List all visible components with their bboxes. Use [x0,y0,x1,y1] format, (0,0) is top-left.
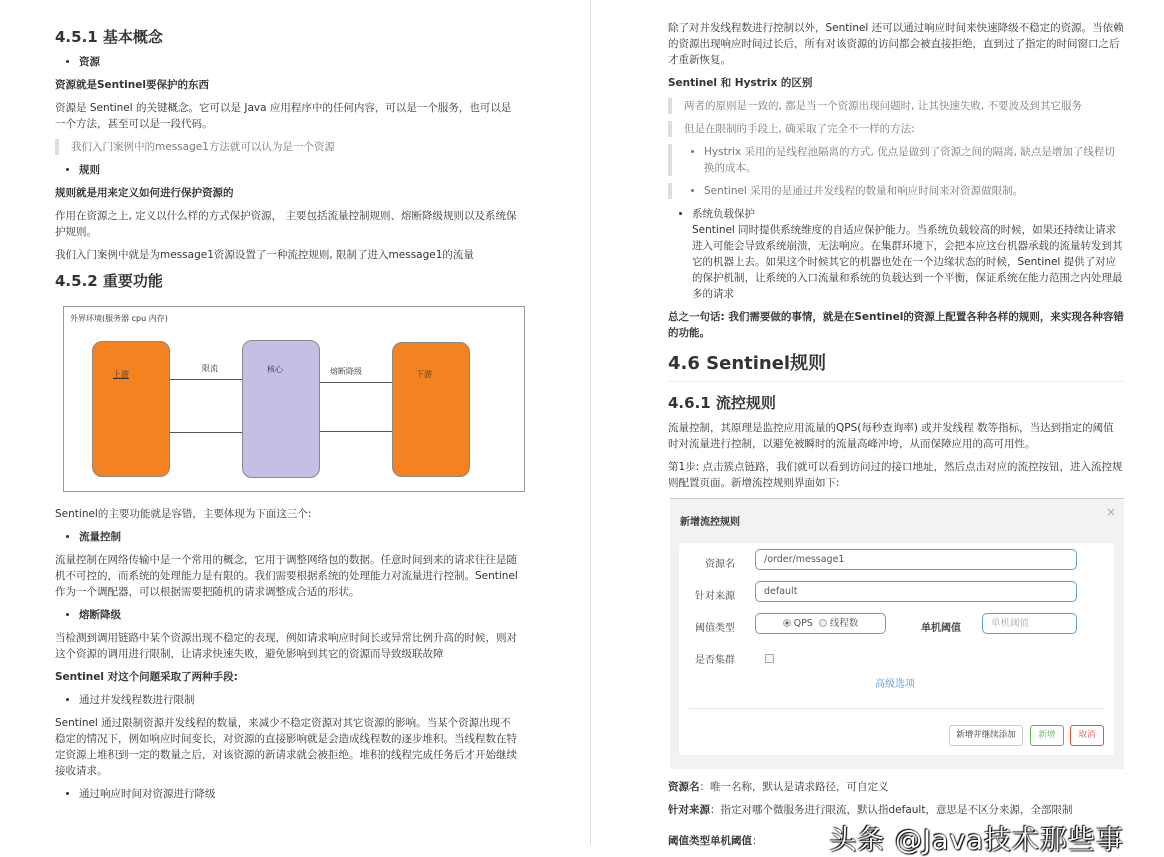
heading-4-6: 4.6 Sentinel规则 [668,351,1124,382]
def-threshold-row [668,825,1124,857]
degrade-label: 熔断降级 [330,367,362,376]
func-intro: Sentinel的主要功能就是容错，主要体现为下面这三个: [55,508,312,520]
flow-control-para: 流量控制，其原理是监控应用流量的QPS(每秒查询率) 或并发线程 数等指标，当达到指定的阈值时对流量进行控制，以避免被瞬时的流量高峰冲垮，从而保障应用的高可用性。 [668,422,1114,450]
bullet-circuit: • 熔断降级 [79,607,520,623]
quote-bullet-hystrix [668,144,1124,176]
quote-bullet-sentinel [668,183,1124,199]
hystrix-item: • Hystrix 采用的是线程池隔离的方式, 优点是做到了资源之间的隔离, 缺点是增加了线程切换的成本。 [704,144,1124,176]
def-origin [668,802,1124,818]
sys-para: Sentinel 同时提供系统维度的自适应保护能力。当系统负载较高的时候，如果还持续让请求进入可能会导致系统崩溃，无法响应。在集群环境下，会把本应这台机器承载的流量转发到其它的机器上去。如果这个时候其它的机器也处在一个边缘状态的时候，Sentinel 提供了对应的保护机制，让系统的入口流量和系统的负载达到一个平衡，保证系统在能力范围之内处理最多的请求 [692,224,1123,300]
page-divider [590,0,591,845]
close-icon[interactable]: × [1105,505,1116,519]
threshold-type-radio-group [755,613,886,634]
upstream-label: 上游 [113,370,129,379]
def-threshold-value: ： [752,835,763,847]
resource-bold: 资源就是Sentinel要保护的东西 [55,79,209,91]
def-threshold [668,833,763,849]
cancel-button[interactable]: 取消 [1070,725,1104,746]
resource-label: 资源名 [705,559,735,570]
left-page [0,0,590,845]
cluster-checkbox[interactable] [765,654,774,663]
two-means: Sentinel 对这个问题采取了两种手段: [55,671,238,683]
new-flow-rule-dialog [670,498,1124,769]
resource-para: 资源是 Sentinel 的关键概念。它可以是 Java 应用程序中的任何内容，可以是一个服务，也可以是一个方法，甚至可以是一段代码。 [55,102,512,130]
rule-para: 作用在资源之上, 定义以什么样的方式保护资源， 主要包括流量控制规则、熔断降级规则以及系统保护规则。 [55,210,517,238]
core-label: 核心 [267,365,283,374]
dialog-title: 新增流控规则 [680,517,740,528]
origin-label: 针对来源 [695,591,735,602]
add-button[interactable]: 新增 [1030,725,1064,746]
resource-input[interactable]: /order/message1 [755,549,1077,570]
sentinel-item: • Sentinel 采用的是通过并发线程的数量和响应时间来对资源做限制。 [704,183,1124,199]
single-threshold-input[interactable]: 单机阈值 [982,613,1077,634]
rule-bold: 规则就是用来定义如何进行保护资源的 [55,187,234,199]
heading-4-6-1: 4.6.1 流控规则 [668,394,776,412]
single-threshold-label: 单机阈值 [921,623,961,634]
upstream-box [92,341,170,477]
resource-quote: 我们入门案例中的message1方法就可以认为是一个资源 [55,139,520,155]
bullet-rt: • 通过响应时间对资源进行降级 [79,786,520,802]
downstream-box [392,342,470,477]
rt-para: 除了对并发线程数进行控制以外，Sentinel 还可以通过响应时间来快速降级不稳定的资源。当依赖的资源出现响应时间过长后，所有对该资源的访问都会被直接拒绝，直到过了指定的时间窗口之后才重新恢复。 [668,22,1124,66]
threshold-type-label: 阈值类型 [695,623,735,634]
rule-para2: 我们入门案例中就是为message1资源设置了一种流控规则, 限制了进入message1的流量 [55,249,474,261]
step1-para: 第1步: 点击簇点链路，我们就可以看到访问过的接口地址，然后点击对应的流控按钮，进入流控规则配置页面。新增流控规则界面如下: [668,461,1123,489]
add-continue-button[interactable]: 新增并继续添加 [949,725,1023,746]
qps-label: QPS [793,618,813,629]
bullet-thread: • 通过并发线程数进行限制 [79,692,520,708]
quote-2: 但是在限制的手段上, 确采取了完全不一样的方法: [668,121,1124,137]
advanced-options-link[interactable]: 高级选项 [875,679,915,690]
arrow-core-downstream [320,382,392,383]
right-page [592,0,1164,856]
circuit-para: 当检测到调用链路中某个资源出现不稳定的表现，例如请求响应时间长或异常比例升高的时候，则对这个资源的调用进行限制，让请求快速失败，避免影响到其它的资源而导致级联故障 [55,632,517,660]
heading-4-5-2: 4.5.2 重要功能 [55,272,163,290]
arrow-upstream-core [170,379,242,380]
bullet-flow: • 流量控制 [79,529,520,545]
cluster-label: 是否集群 [695,655,735,666]
thread-para: Sentinel 通过限制资源并发线程的数量，来减少不稳定资源对其它资源的影响。当某个资源出现不稳定的情况下，例如响应时间变长，对资源的直接影响就是会造成线程数的逐步堆积。当线程数在特定资源上堆积到一定的数量之后，对该资源的新请求就会被拒绝。堆积的线程完成任务后才开始继续接收请求。 [55,717,517,777]
def-origin-key: 针对来源 [668,804,710,816]
arrow-downstream-core [320,431,392,432]
dialog-divider [689,708,1104,709]
flow-para: 流量控制在网络传输中是一个常用的概念，它用于调整网络包的数据。任意时间到来的请求往往是随机不可控的，而系统的处理能力是有限的。我们需要根据系统的处理能力对流量进行控制。Sentinel 作为一个调配器，可以根据需要把随机的请求调整成合适的形状。 [55,554,518,598]
heading-4-5-1: 4.5.1 基本概念 [55,28,163,46]
downstream-label: 下游 [416,370,432,379]
origin-input[interactable]: default [755,581,1077,602]
def-origin-value: ：指定对哪个微服务进行限流，默认指default，意思是不区分来源，全部限制 [710,804,1073,816]
thread-label: 线程数 [829,618,859,629]
def-threshold-key: 阈值类型单机阈值 [668,835,752,847]
radio-thread[interactable] [819,619,827,627]
def-resource-value: ：唯一名称，默认是请求路径，可自定义 [699,781,889,793]
limit-label: 限流 [202,364,218,373]
summary: 总之一句话: 我们需要做的事情，就是在Sentinel的资源上配置各种各样的规则，来实现各种容错的功能。 [668,311,1124,339]
architecture-diagram [63,306,525,492]
bullet-resource: • 资源 [79,54,520,70]
diff-heading: Sentinel 和 Hystrix 的区别 [668,77,813,89]
sys-label: 系统负载保护 [692,208,755,220]
watermark: 头条 @Java技术那些事 [829,825,1124,856]
radio-qps[interactable] [783,619,791,627]
bullet-system-protection [692,206,1124,302]
def-resource [668,779,1124,795]
bullet-rule: • 规则 [79,162,520,178]
def-resource-key: 资源名 [668,781,700,793]
diagram-env-label: 外界环境(服务器 cpu 内存) [70,314,168,323]
quote-1: 两者的原则是一致的, 都是当一个资源出现问题时, 让其快速失败, 不要波及到其它服务 [668,98,1124,114]
core-box [242,340,320,478]
dialog-body [679,543,1114,755]
arrow-core-upstream [170,432,242,433]
